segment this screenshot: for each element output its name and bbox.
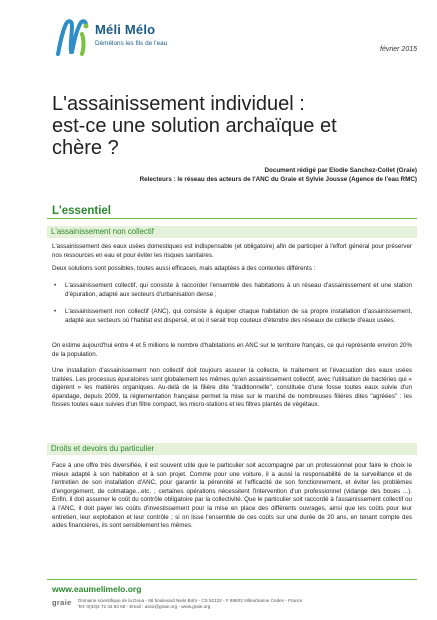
credits-author: Document rédigé par Elodie Sanchez-Collet (Graie) [264, 167, 417, 174]
bullet-icon: • [54, 308, 57, 315]
credits-reviewers: Relecteurs : le réseau des acteurs de l'ANC du Graie et Sylvie Jousse (Agence de l'eau RMC) [139, 176, 417, 183]
paragraph-intro: L'assainissement des eaux usées domestiques est indispensable (et obligatoire) afin de participer à l'effort général pour préserver nos ressources en eau et pour éviter les risques sanitaires. [52, 243, 412, 259]
footer-address [78, 598, 408, 610]
paragraph-droits-devoirs: Face à une offre très diversifiée, il est souvent utile que le particulier soit accompagné par un professionnel pour faire le choix le mieux adapté à son habitation et à son projet. Comme pour une voiture, il a aussi la responsabilité de la surveillance et de l'entretien de son installation d'ANC, pour garantir la pérennité et l'efficacité de son fonctionnement, et éviter les problèmes d'engorgement, de colmatage...etc. ; certaines opérations nécessitent l'intervention d'un professionnel (vidange des boues ...). Enfin, il doit assumer le coût du contrôle obligatoire par la collectivité. Que le particulier soit raccordé à l'assainissement collectif ou à l'ANC, il doit payer les coûts d'investissement pour la mise en place des différents ouvrages, ainsi que les coûts pour leur entretien, leur exploitation et leur contrôle ; si on lisse l'ensemble de ces coûts sur une durée de 20 ans, en tenant compte des aides financières, ils sont sensiblement les mêmes. [52, 462, 412, 530]
bullet-text: L'assainissement non collectif (ANC), qui consiste à équiper chaque habitation de sa propre installation d'assainissement, adapté aux secteurs où l'habitat est dispersé, et où il serait trop couteux d'étendre des réseaux de collecte d'eaux usées. [65, 308, 412, 324]
bullet-icon: • [54, 282, 57, 289]
brand-tagline: Démêlons les fils de l'eau [95, 40, 168, 47]
paragraph-installation: Une installation d'assainissement non collectif doit toujours assurer la collecte, le traitement et l'évacuation des eaux usées traitées. Les processus épuratoires sont globalement les mêmes qu'en assainissement collectif, avec l'utilisation de bactéries qui « digèrent » les matières organiques. Au-delà de la filière dite "traditionnelle", constituée d'une fosse toutes eaux suivie d'un épandage, depuis 2009, la réglementation française permet la mise sur le marché de nombreuses filières dites "agréées" : les fosses toutes eaux suivies d'un filtre compact, les micro-stations et les filtres plantés de végétaux. [52, 367, 412, 409]
title-line-2: est-ce une solution archaïque et [52, 115, 337, 137]
subsection-heading-text: Droits et devoirs du particulier [51, 444, 155, 453]
footer-address-line: Domaine scientifique de la Doua - 66 boulevard Niels Bohr - CS 52132 - F 69603 Villeurbanne Cedex - France [78, 598, 303, 603]
bullet-text: L'assainissement collectif, qui consiste à raccorder l'ensemble des habitations à un réseau d'assainissement et une station d'épuration, adapté aux secteurs d'urbanisation dense ; [65, 282, 412, 298]
footer-contact-line: Tel: 0(33)4 72 43 83 68 - Email : asso@graie.org - www.graie.org [78, 604, 211, 609]
subsection-heading-anc [47, 226, 417, 238]
bullet-non-collectif [52, 308, 412, 325]
graie-logo: graie [52, 598, 72, 607]
brand-name: Méli Mélo [95, 22, 156, 37]
section-divider [47, 218, 417, 219]
subsection-heading-droits [47, 443, 417, 455]
footer-website-link[interactable]: www.eaumelimelo.org [52, 584, 142, 594]
bullet-collectif [52, 282, 412, 299]
meli-melo-logo-icon [52, 14, 92, 58]
title-line-3: chère ? [52, 137, 119, 159]
footer-divider [47, 579, 417, 580]
credits [57, 166, 417, 184]
subsection-heading-text: L'assainissement non collectif [51, 227, 154, 236]
paragraph-solutions: Deux solutions sont possibles, toutes aussi efficaces, mais adaptées à des contextes différents : [52, 265, 316, 272]
paragraph-statistics: On estime aujourd'hui entre 4 et 5 millions le nombre d'habitations en ANC sur le territoire français, ce qui représente environ 20% de la population. [52, 342, 412, 358]
section-title: L'essentiel [52, 205, 111, 217]
document-title [52, 93, 412, 159]
title-line-1: L'assainissement individuel : [52, 93, 305, 115]
publication-date: février 2015 [380, 46, 417, 53]
